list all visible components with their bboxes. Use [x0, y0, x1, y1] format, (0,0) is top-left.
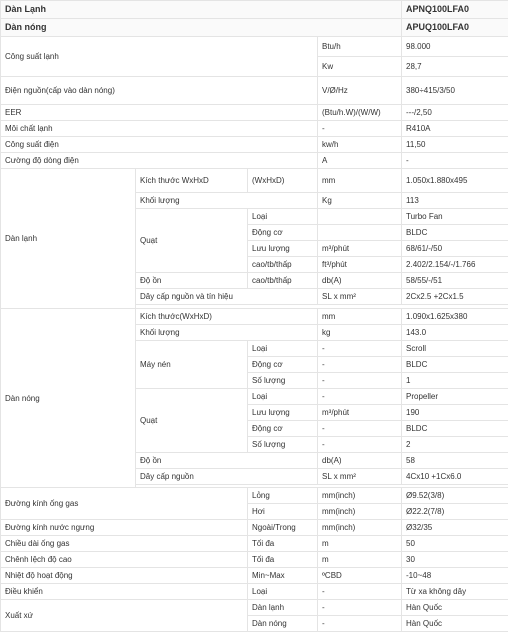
- table-row: [1, 77, 508, 105]
- unit-cell: SL x mm²: [318, 289, 402, 305]
- sub-label: Tối đa: [248, 536, 318, 552]
- value-cell: Từ xa không dây: [402, 584, 508, 600]
- unit-cell: m³/phút: [318, 405, 402, 421]
- value-cell: 4Cx10 +1Cx6.0: [402, 469, 508, 485]
- weight-label: Khối lượng: [136, 193, 318, 209]
- value-cell: Turbo Fan: [402, 209, 508, 225]
- sub-label: Lỏng: [248, 488, 318, 504]
- value-cell: Hàn Quốc: [402, 616, 508, 632]
- sub-label: Ngoài/Trong: [248, 520, 318, 536]
- unit-cell: -: [318, 373, 402, 389]
- indoor-unit-label: Dàn Lạnh: [1, 1, 402, 19]
- sub-label: Lưu lượng: [248, 405, 318, 421]
- fan-label: Quạt: [136, 209, 248, 273]
- value-cell: R410A: [402, 121, 508, 137]
- noise-label: Độ ồn: [136, 273, 248, 289]
- unit-cell: kw/h: [318, 137, 402, 153]
- sub-label: cao/tb/thấp: [248, 273, 318, 289]
- unit-cell: db(A): [318, 453, 402, 469]
- indoor-section-label: Dàn lạnh: [1, 169, 136, 309]
- unit-cell: -: [318, 600, 402, 616]
- value-cell: 190: [402, 405, 508, 421]
- height-diff-label: Chênh lệch độ cao: [1, 552, 248, 568]
- power-consumption-label: Công suất điện: [1, 137, 318, 153]
- sub-label: Động cơ: [248, 225, 318, 241]
- sub-label: Loại: [248, 389, 318, 405]
- table-row: [1, 137, 508, 153]
- table-row: [1, 153, 508, 169]
- value-cell: -: [402, 153, 508, 169]
- value-cell: -10~48: [402, 568, 508, 584]
- unit-cell: ºCBD: [318, 568, 402, 584]
- value-cell: 1: [402, 373, 508, 389]
- value-cell: 58: [402, 453, 508, 469]
- value-cell: 113: [402, 193, 508, 209]
- sub-label: Loại: [248, 584, 318, 600]
- unit-cell: ft³/phút: [318, 257, 402, 273]
- indoor-unit-model: APNQ100LFA0: [402, 1, 508, 19]
- noise-label: Độ ồn: [136, 453, 318, 469]
- operating-temp-label: Nhiệt độ hoạt động: [1, 568, 248, 584]
- unit-cell: -: [318, 584, 402, 600]
- outdoor-section-label: Dàn nóng: [1, 309, 136, 488]
- unit-cell: V/Ø/Hz: [318, 77, 402, 105]
- size-label: Kích thước WxHxD: [136, 169, 248, 193]
- value-cell: Ø32/35: [402, 520, 508, 536]
- unit-cell: mm(inch): [318, 504, 402, 520]
- table-row: [1, 520, 508, 536]
- sub-label: Min~Max: [248, 568, 318, 584]
- cable-label: Dây cấp nguồn và tín hiệu: [136, 289, 318, 305]
- unit-cell: mm: [318, 169, 402, 193]
- outdoor-unit-label: Dàn nóng: [1, 19, 402, 37]
- sub-label: Lưu lượng: [248, 241, 318, 257]
- table-row: [1, 488, 508, 504]
- unit-cell: -: [318, 389, 402, 405]
- unit-cell: m: [318, 536, 402, 552]
- value-cell: 2Cx2.5 +2Cx1.5: [402, 289, 508, 305]
- drain-pipe-label: Đường kính nước ngưng: [1, 520, 248, 536]
- cable-label: Dây cấp nguồn: [136, 469, 318, 485]
- pipe-length-label: Chiều dài ống gas: [1, 536, 248, 552]
- table-row: [1, 600, 508, 616]
- value-cell: 58/55/-/51: [402, 273, 508, 289]
- unit-cell: db(A): [318, 273, 402, 289]
- eer-label: EER: [1, 105, 318, 121]
- size-label: Kích thước(WxHxD): [136, 309, 318, 325]
- table-row: [1, 536, 508, 552]
- table-row: [1, 37, 508, 57]
- value-cell: 1.050x1.880x495: [402, 169, 508, 193]
- power-supply-label: Điện nguồn(cấp vào dàn nóng): [1, 77, 318, 105]
- value-cell: 143.0: [402, 325, 508, 341]
- value-cell: Ø9.52(3/8): [402, 488, 508, 504]
- table-row: [1, 1, 508, 19]
- value-cell: 380÷415/3/50: [402, 77, 508, 105]
- sub-label: Tối đa: [248, 552, 318, 568]
- table-row: [1, 105, 508, 121]
- unit-cell: -: [318, 616, 402, 632]
- unit-cell: -: [318, 437, 402, 453]
- table-row: [1, 121, 508, 137]
- compressor-label: Máy nén: [136, 341, 248, 389]
- table-row: [1, 309, 508, 325]
- unit-cell: A: [318, 153, 402, 169]
- value-cell: Scroll: [402, 341, 508, 357]
- sub-label: Số lượng: [248, 373, 318, 389]
- sub-label: Số lượng: [248, 437, 318, 453]
- value-cell: BLDC: [402, 225, 508, 241]
- unit-cell: mm(inch): [318, 488, 402, 504]
- sub-label: Loại: [248, 209, 318, 225]
- sub-label: Loại: [248, 341, 318, 357]
- unit-cell: Btu/h: [318, 37, 402, 57]
- value-cell: 28,7: [402, 57, 508, 77]
- unit-cell: (Btu/h.W)/(W/W): [318, 105, 402, 121]
- unit-cell: [318, 209, 402, 225]
- value-cell: 68/61/-/50: [402, 241, 508, 257]
- unit-cell: -: [318, 341, 402, 357]
- unit-cell: [318, 225, 402, 241]
- value-cell: 2: [402, 437, 508, 453]
- table-row: [1, 552, 508, 568]
- value-cell: 50: [402, 536, 508, 552]
- unit-cell: -: [318, 357, 402, 373]
- table-row: [1, 19, 508, 37]
- table-row: [1, 169, 508, 193]
- value-cell: BLDC: [402, 357, 508, 373]
- current-label: Cường độ dòng điện: [1, 153, 318, 169]
- sub-label: Động cơ: [248, 421, 318, 437]
- value-cell: 98.000: [402, 37, 508, 57]
- sub-label: Động cơ: [248, 357, 318, 373]
- unit-cell: -: [318, 421, 402, 437]
- value-cell: BLDC: [402, 421, 508, 437]
- fan-label: Quạt: [136, 389, 248, 453]
- unit-cell: m³/phút: [318, 241, 402, 257]
- weight-label: Khối lượng: [136, 325, 318, 341]
- unit-cell: kg: [318, 325, 402, 341]
- value-cell: 1.090x1.625x380: [402, 309, 508, 325]
- unit-cell: Kw: [318, 57, 402, 77]
- value-cell: Propeller: [402, 389, 508, 405]
- table-row: [1, 584, 508, 600]
- gas-pipe-label: Đường kính ống gas: [1, 488, 248, 520]
- origin-label: Xuất xứ: [1, 600, 248, 632]
- size-sub-label: (WxHxD): [248, 169, 318, 193]
- unit-cell: Kg: [318, 193, 402, 209]
- sub-label: cao/tb/thấp: [248, 257, 318, 273]
- value-cell: Hàn Quốc: [402, 600, 508, 616]
- sub-label: Dàn nóng: [248, 616, 318, 632]
- sub-label: Dàn lạnh: [248, 600, 318, 616]
- outdoor-unit-model: APUQ100LFA0: [402, 19, 508, 37]
- refrigerant-label: Môi chất lạnh: [1, 121, 318, 137]
- control-label: Điều khiển: [1, 584, 248, 600]
- value-cell: 2.402/2.154/-/1.766: [402, 257, 508, 273]
- cooling-capacity-label: Công suất lạnh: [1, 37, 318, 77]
- value-cell: ---/2,50: [402, 105, 508, 121]
- value-cell: Ø22.2(7/8): [402, 504, 508, 520]
- unit-cell: -: [318, 121, 402, 137]
- table-row: [1, 568, 508, 584]
- value-cell: 11,50: [402, 137, 508, 153]
- value-cell: 30: [402, 552, 508, 568]
- sub-label: Hơi: [248, 504, 318, 520]
- unit-cell: SL x mm²: [318, 469, 402, 485]
- unit-cell: m: [318, 552, 402, 568]
- unit-cell: mm: [318, 309, 402, 325]
- unit-cell: mm(inch): [318, 520, 402, 536]
